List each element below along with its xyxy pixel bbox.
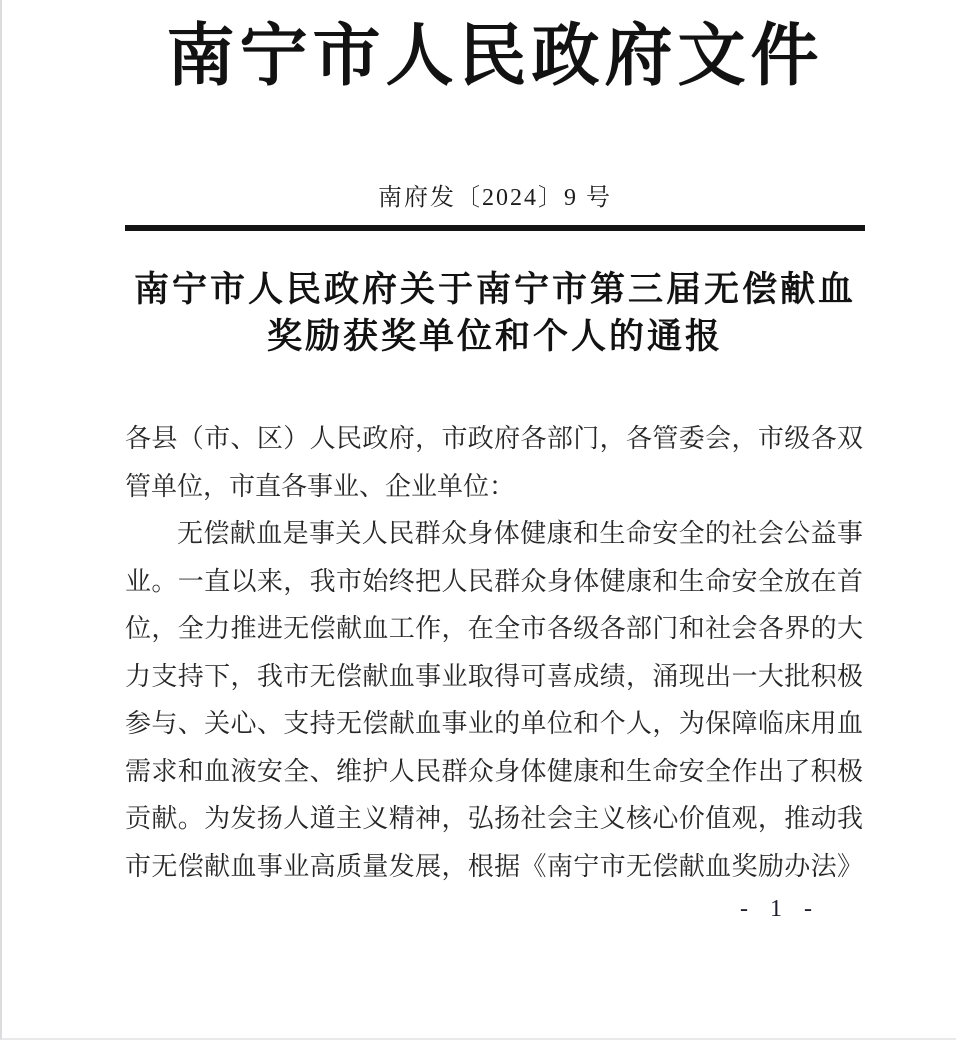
body-line: 业。一直以来，我市始终把人民群众身体健康和生命安全放在首 xyxy=(125,566,863,596)
notice-title xyxy=(115,266,875,360)
body-line: 力支持下，我市无偿献血事业取得可喜成绩，涌现出一大批积极 xyxy=(125,661,863,691)
document-number: 南府发〔2024〕9 号 xyxy=(378,185,612,211)
document-body xyxy=(125,415,863,890)
document-title: 南宁市人民政府文件 xyxy=(166,18,824,94)
notice-title-line2: 奖励获奖单位和个人的通报 xyxy=(266,317,723,356)
body-line: 需求和血液安全、维护人民群众身体健康和生命安全作出了积极 xyxy=(125,756,863,786)
body-line: 贡献。为发扬人道主义精神，弘扬社会主义核心价值观，推动我 xyxy=(125,804,863,833)
page-number: - 1 - xyxy=(740,896,818,922)
body-line: 无偿献血是事关人民群众身体健康和生命安全的社会公益事 xyxy=(177,519,863,548)
body-line: 管单位，市直各事业、企业单位： xyxy=(125,471,516,501)
body-line: 参与、关心、支持无偿献血事业的单位和个人，为保障临床用血 xyxy=(125,709,863,738)
header-divider-rule xyxy=(125,225,865,231)
notice-title-line1: 南宁市人民政府关于南宁市第三届无偿献血 xyxy=(133,270,856,309)
body-line: 市无偿献血事业高质量发展，根据《南宁市无偿献血奖励办法》 xyxy=(125,851,863,881)
body-line: 位，全力推进无偿献血工作，在全市各级各部门和社会各界的大 xyxy=(125,614,863,643)
body-line: 各县（市、区）人民政府，市政府各部门，各管委会，市级各双 xyxy=(125,424,863,453)
